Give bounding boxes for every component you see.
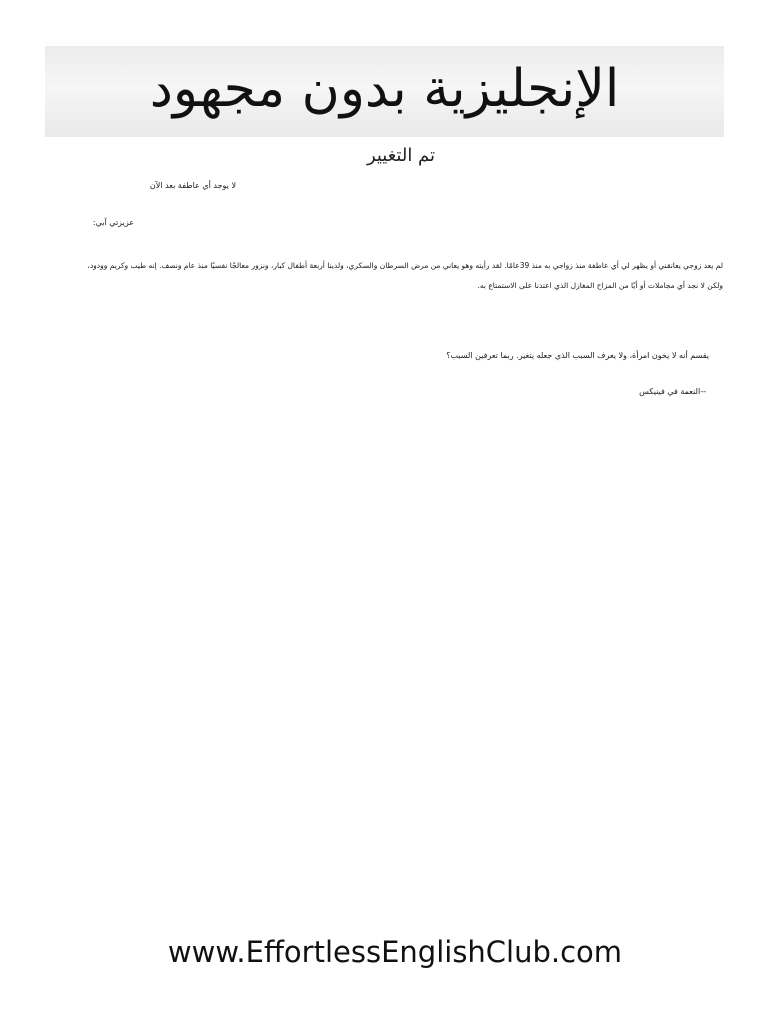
letter-title: لا يوجد أي عاطفة بعد الآن <box>149 181 236 190</box>
page-title: الإنجليزية بدون مجهود <box>149 59 620 119</box>
letter-body <box>45 256 723 296</box>
footer-website: www.EffortlessEnglishClub.com <box>167 935 623 969</box>
letter-body-line: ولكن لا نجد أي مجاملات أو أيًا من المزاح المغازل الذي اعتدنا على الاستمتاع به. <box>477 281 723 290</box>
letter-greeting: عزيزتي آبي: <box>92 218 134 227</box>
letter-question: يقسم أنه لا يخون امرأة، ولا يعرف السبب الذي جعله يتغير. ربما تعرفين السبب؟ <box>446 351 709 360</box>
letter-signature: --النعمة في فينيكس <box>639 387 706 396</box>
page-subtitle: تم التغيير <box>366 145 436 166</box>
letter-body-line: لم يعد زوجي يعانقني أو يظهر لي أي عاطفة منذ زواجي به منذ 39عامًا. لقد رأيته وهو يعاني من مرض السرطان والسكري، ولدينا أربعة أطفال كبار، ونزور معالجًا نفسيًا منذ عام ونصف. إنه طيب وكريم وودود، <box>87 261 723 270</box>
